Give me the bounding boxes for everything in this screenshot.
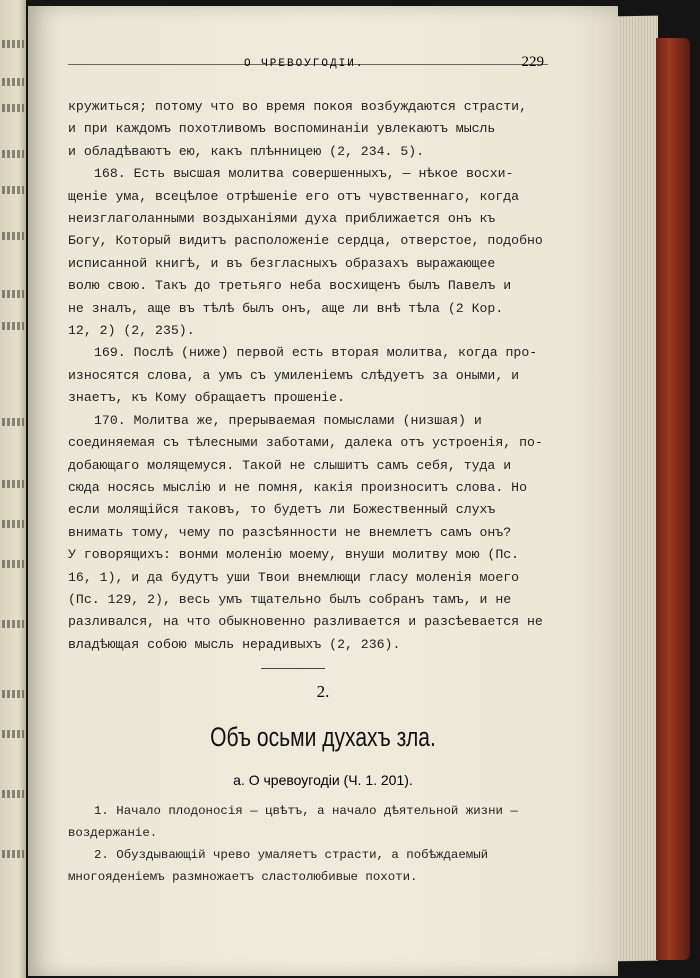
text-line: Богу, Который видитъ расположеніе сердца, отверстое, подобно	[68, 233, 543, 249]
text-line: 2. Обуздывающій чрево умаляетъ страсти, а побѣждаемый	[94, 848, 489, 862]
text-line: и при каждомъ похотливомъ воспоминаніи увлекаютъ мысль	[68, 121, 496, 137]
paragraph-2	[68, 844, 548, 888]
text-line: разливался, на что обыкновенно разливается и разсѣевается не	[68, 614, 543, 630]
subsection-title: а. О чревоугодіи (Ч. 1. 201).	[233, 772, 413, 788]
book-page	[28, 6, 618, 976]
text-line: владѣющая собою мысль нерадивыхъ (2, 236).	[68, 636, 401, 652]
page-block-edges	[612, 16, 658, 962]
paragraph-169	[68, 342, 548, 409]
book-cover	[656, 38, 690, 960]
text-line: 169. Послѣ (ниже) первой есть вторая молитва, когда про-	[94, 345, 538, 361]
running-head: О ЧРЕВОУГОДІИ.	[244, 58, 365, 70]
facing-page-edge	[0, 0, 26, 978]
section-number: 2.	[316, 682, 330, 701]
text-line: 168. Есть высшая молитва совершенныхъ, — нѣкое восхи-	[94, 166, 514, 182]
paragraph-1	[68, 800, 548, 844]
text-line: исписанной книгѣ, и въ безгласныхъ образахъ выражающее	[68, 255, 496, 271]
text-line: добающаго молящемуся. Такой не слышитъ самъ себя, туда и	[68, 457, 512, 473]
section-divider	[261, 668, 325, 669]
paragraph-168	[68, 163, 548, 342]
text-line: щеніе ума, всецѣлое отрѣшеніе его отъ чувственнаго, когда	[68, 188, 520, 204]
text-line: сюда носясь мыслію и не помня, какія произноситъ слова. Но	[68, 479, 527, 495]
body-text	[68, 96, 548, 656]
text-line: 170. Молитва же, прерываемая помыслами (низшая) и	[94, 412, 482, 428]
text-line: и обладѣваютъ ею, какъ плѣнницею (2, 234. 5).	[68, 143, 425, 159]
text-line: неизглаголанными воздыханіями духа приближается онъ къ	[68, 211, 496, 227]
text-line: волю свою. Такъ до третьяго неба восхищенъ былъ Павелъ и	[68, 278, 512, 294]
text-line: соединяемая съ тѣлесными заботами, далека отъ устроенія, по-	[68, 435, 543, 451]
text-line: многоядeніемъ размножаетъ сластолюбивые похоти.	[68, 870, 418, 884]
section-body	[68, 800, 548, 888]
text-line: 12, 2) (2, 235).	[68, 323, 195, 339]
text-line: (Пс. 129, 2), весь умъ тщательно былъ собранъ тамъ, и не	[68, 591, 512, 607]
text-line: внимать тому, чему по разсѣянности не внемлетъ самъ онъ?	[68, 524, 512, 540]
page-header	[68, 54, 548, 70]
text-line: воздержаніе.	[68, 826, 158, 840]
text-line: если молящійся таковъ, то будетъ ли Божественный слухъ	[68, 502, 496, 518]
text-line: 1. Начало плодоносія — цвѣтъ, а начало дѣятельной жизни —	[94, 804, 518, 818]
text-line: 16, 1), и да будутъ уши Твои внемлющи гласу моленія моего	[68, 569, 520, 585]
page-number: 229	[521, 54, 544, 70]
text-line: У говорящихъ: вонми моленію моему, внуши молитву мою (Пс.	[68, 547, 520, 563]
paragraph-continuation	[68, 96, 548, 163]
text-line: кружиться; потому что во время покоя возбуждаются страсти,	[68, 99, 527, 114]
text-line: износятся слова, а умъ съ умиленіемъ слѣдуетъ за оными, и	[68, 367, 520, 383]
paragraph-170	[68, 410, 548, 656]
section-title: Объ осьми духахъ зла.	[210, 722, 436, 752]
text-line: знаетъ, къ Кому обращаетъ прошеніе.	[68, 390, 345, 406]
text-line: не зналъ, аще въ тѣлѣ былъ онъ, аще ли внѣ тѣла (2 Кор.	[68, 300, 504, 316]
